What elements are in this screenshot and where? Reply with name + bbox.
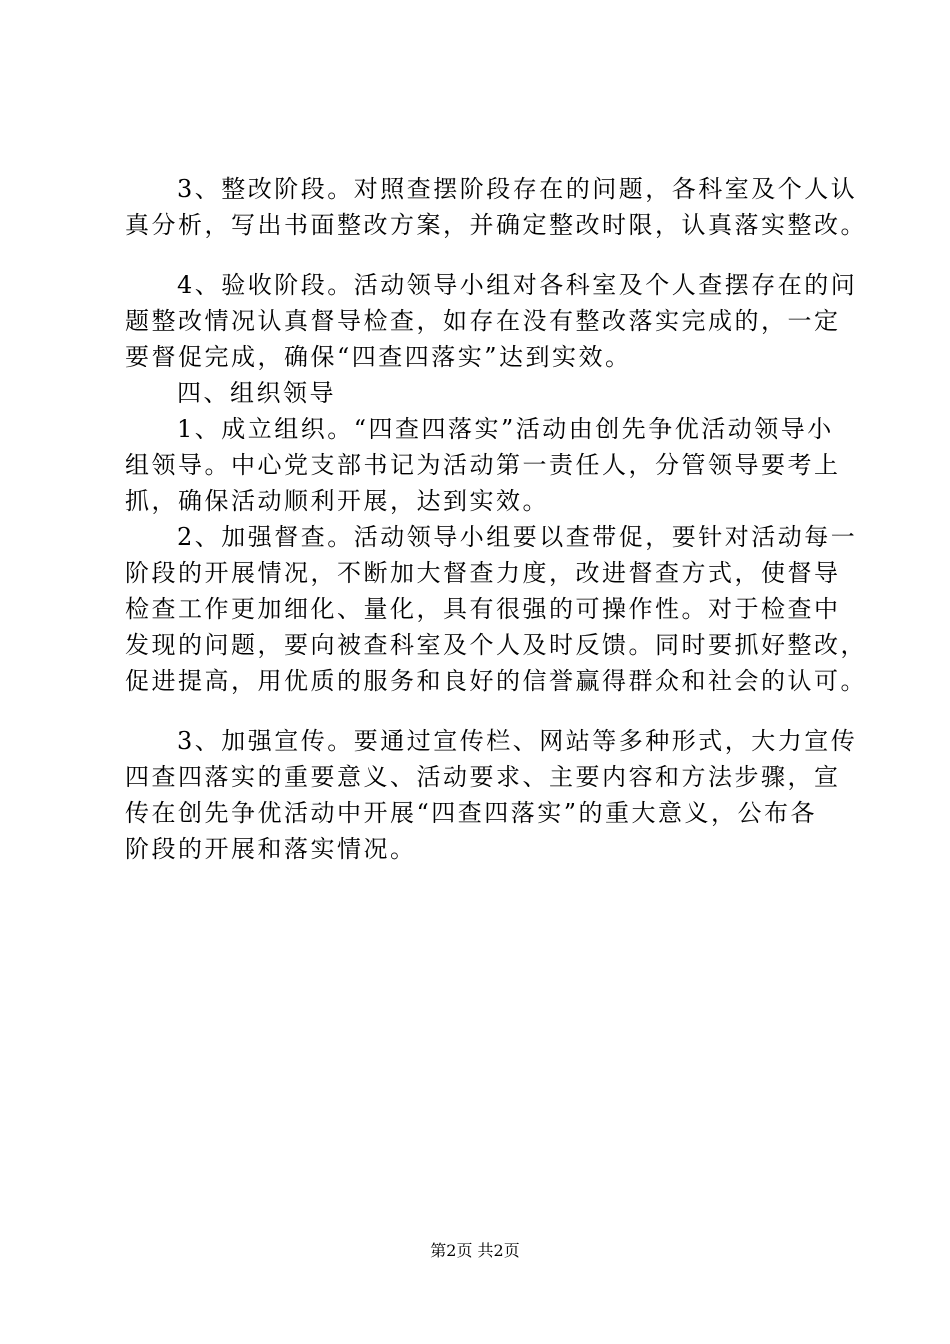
text-line: 促进提高，用优质的服务和良好的信誉赢得群众和社会的认可。 xyxy=(125,667,867,695)
text-line: 组领导。中心党支部书记为活动第一责任人，分管领导要考上 xyxy=(125,451,841,479)
text-line: 1、成立组织。“四查四落实”活动由创先争优活动领导小 xyxy=(177,415,834,443)
text-line: 要督促完成，确保“四查四落实”达到实效。 xyxy=(125,343,632,371)
text-line: 四查四落实的重要意义、活动要求、主要内容和方法步骤，宣 xyxy=(125,763,841,791)
paragraph-rectification-stage xyxy=(125,171,867,243)
paragraph-supervision xyxy=(125,519,867,699)
text-line: 传在创先争优活动中开展“四查四落实”的重大意义，公布各 xyxy=(125,799,818,827)
text-line: 2、加强督查。活动领导小组要以查带促，要针对活动每一 xyxy=(177,523,858,551)
paragraph-establish-organization xyxy=(125,411,845,519)
section-heading-organization xyxy=(125,375,845,411)
page-number-footer: 第2页 共2页 xyxy=(430,1241,520,1260)
text-line: 发现的问题，要向被查科室及个人及时反馈。同时要抓好整改， xyxy=(125,631,867,659)
text-line: 3、加强宣传。要通过宣传栏、网站等多种形式，大力宣传 xyxy=(177,727,858,755)
text-line: 真分析，写出书面整改方案，并确定整改时限，认真落实整改。 xyxy=(125,211,867,239)
text-line: 4、验收阶段。活动领导小组对各科室及个人查摆存在的问 xyxy=(177,271,858,299)
text-line: 题整改情况认真督导检查，如存在没有整改落实完成的，一定 xyxy=(125,307,841,335)
paragraph-acceptance-stage xyxy=(125,267,858,375)
text-line: 阶段的开展和落实情况。 xyxy=(125,835,417,863)
paragraph-publicity xyxy=(125,723,858,867)
text-line: 阶段的开展情况，不断加大督查力度，改进督查方式，使督导 xyxy=(125,559,841,587)
text-line: 抓，确保活动顺利开展，达到实效。 xyxy=(125,487,549,515)
document-body xyxy=(125,171,867,867)
text-line: 3、整改阶段。对照查摆阶段存在的问题，各科室及个人认 xyxy=(177,175,858,203)
text-line: 四、组织领导 xyxy=(177,379,336,407)
text-line: 检查工作更加细化、量化，具有很强的可操作性。对于检查中 xyxy=(125,595,841,623)
